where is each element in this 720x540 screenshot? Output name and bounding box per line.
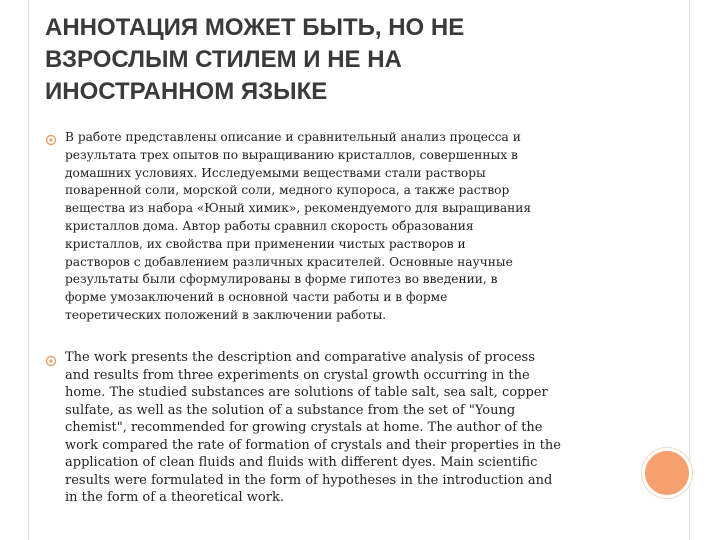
text-line: результата трех опытов по выращиванию кристаллов, совершенных в <box>65 147 518 162</box>
text-line: кристаллов, их свойства при применении чистых растворов и <box>65 236 466 251</box>
annotation-russian-text <box>65 129 625 325</box>
title-line: ИНОСТРАННОМ ЯЗЫКЕ <box>45 78 328 105</box>
text-line: В работе представлены описание и сравнительный анализ процесса и <box>65 130 521 144</box>
text-line: вещества из набора «Юный химик», рекомендуемого для выращивания <box>65 201 532 216</box>
text-line: кристаллов дома. Автор работы сравнил скорость образования <box>65 218 474 233</box>
text-line: chemist", recommended for growing crystals at home. The author of the <box>65 420 543 435</box>
text-line: in the form of a theoretical work. <box>65 490 284 505</box>
text-line: результаты были сформулированы в форме гипотез во введении, в <box>65 272 498 287</box>
annotation-english-text <box>65 349 625 507</box>
text-line: домашних условиях. Исследуемыми веществами стали растворы <box>65 165 486 180</box>
text-line: форме умозаключений в основной части работы и в форме <box>65 290 448 305</box>
title-line: АННОТАЦИЯ МОЖЕТ БЫТЬ, НО НЕ <box>45 14 465 41</box>
circle-bullet-icon <box>45 355 57 367</box>
text-line: home. The studied substances are solutions of table salt, sea salt, copper <box>65 385 548 400</box>
text-line: теоретических положений в заключении работы. <box>65 307 387 322</box>
slide-title <box>45 12 645 108</box>
orange-circle-decoration <box>642 448 692 498</box>
text-line: and results from three experiments on crystal growth occurring in the <box>65 367 530 383</box>
text-line: application of clean fluids and fluids with different dyes. Main scientific <box>65 455 538 470</box>
circle-bullet-icon <box>45 134 57 146</box>
text-line: поваренной соли, морской соли, медного купороса, а также раствор <box>65 183 510 198</box>
text-line: The work presents the description and comparative analysis of process <box>65 350 535 365</box>
text-line: work compared the rate of formation of crystals and their properties in the <box>65 437 561 453</box>
text-line: растворов с добавлением различных красителей. Основные научные <box>65 254 513 269</box>
text-line: sulfate, as well as the solution of a substance from the set of "Young <box>65 402 516 418</box>
title-line: ВЗРОСЛЫМ СТИЛЕМ И НЕ НА <box>45 46 402 73</box>
text-line: results were formulated in the form of hypotheses in the introduction and <box>65 472 553 488</box>
